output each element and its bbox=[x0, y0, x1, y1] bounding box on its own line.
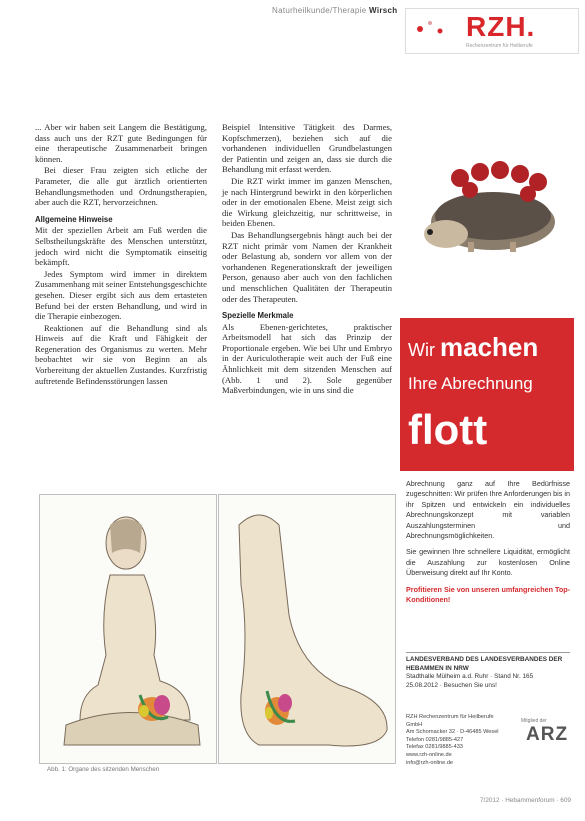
page-header bbox=[272, 6, 397, 15]
ad-headline-line3: flott bbox=[408, 406, 488, 453]
contact-line: RZH Rechenzentrum für Heilberufe GmbH bbox=[406, 714, 494, 728]
ad-box-line: Stadthalle Mülheim a.d. Ruhr · Stand Nr. 165 bbox=[406, 673, 534, 681]
article-column-left bbox=[35, 122, 207, 387]
ad-box-title: LANDESVERBAND DES LANDESVERBANDES DER HEBAMMEN IN NRW bbox=[406, 656, 563, 672]
ad-headline-pre: Wir bbox=[408, 340, 440, 360]
paragraph: Das Behandlungsergebnis hängt auch bei der RZT nicht primär vom Namen der Krankheit oder Belastung ab, sondern vor allem von der vorhandenen Regenerationskraft der jeweiligen Person, genauso aber auch von den fachlichen und menschlichen Qualitäten der Therapeutin oder des Therapeuten. bbox=[222, 229, 392, 304]
website-link[interactable]: www.rzh-online.de bbox=[406, 751, 452, 758]
ad-logo bbox=[405, 8, 579, 54]
ad-headline-line2: Ihre Abrechnung bbox=[408, 374, 533, 393]
ad-logo-tagline: Rechenzentrum für Heilberufe bbox=[466, 43, 533, 49]
contact-line: Telefon 0281/9885-427 bbox=[406, 736, 464, 743]
arz-logo: ARZ bbox=[526, 724, 569, 745]
header-section: Naturheilkunde/Therapie bbox=[272, 6, 367, 15]
header-author: Wirsch bbox=[369, 6, 398, 15]
ad-box-line: 25.08.2012 · Besuchen Sie uns! bbox=[406, 681, 497, 689]
page-folio: 7/2012 · Hebammenforum · 609 bbox=[480, 797, 571, 804]
paragraph: Mit der speziellen Arbeit am Fuß werden die Selbstheilungskräfte des Menschen unterstützt, jedoch wird nicht die Symptomatik einseitig bekämpft. bbox=[35, 225, 207, 268]
logo-dots-icon bbox=[410, 9, 462, 53]
ad-headline-bold: machen bbox=[439, 332, 539, 362]
ad-cta: Profitieren Sie von unseren umfangreichen Top-Konditionen! bbox=[406, 584, 571, 605]
ad-paragraph: Sie gewinnen Ihre schnellere Liquidität, ermöglicht die Auszahlung zur kostenlosen Online Überweisung direkt auf Ihr Konto. bbox=[406, 547, 570, 578]
ad-headline-line1 bbox=[408, 332, 538, 363]
figure-seated-person bbox=[39, 494, 217, 764]
paragraph: Die RZT wirkt immer im ganzen Menschen, je nach Hintergrund bewirkt in den körperlichen oder in der emotionalen Ebene. Meist zeigt sich die Wirkung gleichzeitig, nur schrittweise, in beiden Ebenen. bbox=[222, 175, 392, 229]
figure-foot bbox=[218, 494, 396, 764]
subheading: Allgemeine Hinweise bbox=[35, 214, 113, 224]
paragraph: Beispiel Intensitive Tätigkeit des Darmes, Kopfschmerzen), beziehen sich auf die vorhandenen individuellen Grundbelastungen der Patientin und zeigen an, dass sie durch die Behandlung mit erfasst werden. bbox=[222, 122, 392, 175]
ad-contact bbox=[406, 714, 506, 767]
figure-caption: Abb. 1: Organe des sitzenden Menschen bbox=[47, 766, 160, 773]
contact-line: Am Schornacker 32 · D-46485 Wesel bbox=[406, 729, 499, 736]
seated-person-illustration bbox=[40, 495, 216, 763]
article-column-middle bbox=[222, 122, 392, 397]
paragraph: Reaktionen auf die Behandlung sind als Hinweis auf die Kraft und Fähigkeit der Regeneration des Organismus zu werten. Mehr beobachtet wir sie von Beginn an als Vorbereitung der aktuellen Zustandes. Kurzfristig auftretende Befindensstörungen lassen bbox=[35, 322, 207, 386]
contact-line: Telefax 0281/9885-433 bbox=[406, 744, 463, 751]
arz-label: Mitglied der bbox=[521, 718, 547, 724]
paragraph: Jedes Symptom wird immer in direktem Zusammenhang mit seiner Entstehungsgeschichte gesehen. Dieser ergibt sich aus dem ertasteten Befund bei der ersten Behandlung, und wird in die Therapie einbezogen. bbox=[35, 268, 207, 322]
paragraph: Als Ebenen-gerichtetes, praktischer Arbeitsmodell hat sich das Prinzip der Proportionale ergeben. Wie bei Uhr und Embryo in der Auriculotherapie weit auch der Fuß eine Ähnlichkeit mit dem sitzenden Menschen auf (Abb. 1 und 2). Sole gegenüber Maßverbindungen, wie in uns sind die bbox=[222, 321, 392, 396]
email-link[interactable]: info@rzh-online.de bbox=[406, 759, 454, 766]
ad-event-box bbox=[406, 652, 570, 690]
foot-illustration bbox=[219, 495, 395, 763]
ad-logo-text: RZH. bbox=[466, 11, 536, 42]
ad-paragraph: Abrechnung ganz auf Ihre Bedürfnisse zugeschnitten: Wir prüfen Ihre Anforderungen bis in ihr Spitzen und entwickeln ein individuelles Abrechnungskonzept mit variablen Auszahlungsterminen und Abrechnungsmöglichkeiten. bbox=[406, 479, 570, 541]
ad-red-panel bbox=[400, 318, 574, 471]
hedgehog-image bbox=[398, 150, 576, 260]
paragraph: ... Aber wir haben seit Langem die Bestätigung, dass auch uns der RZT gute Bedingungen für eine therapeutische Zusammenarbeit bringen können. bbox=[35, 122, 207, 164]
paragraph: Bei dieser Frau zeigten sich etliche der Parameter, die alle gut ärztlich orientierten Behandlungsmethoden und Ordnungstherapien, aber auch die RZT, hervorzeichnen. bbox=[35, 165, 207, 208]
subheading: Spezielle Merkmale bbox=[222, 311, 294, 321]
ad-body bbox=[406, 479, 570, 611]
